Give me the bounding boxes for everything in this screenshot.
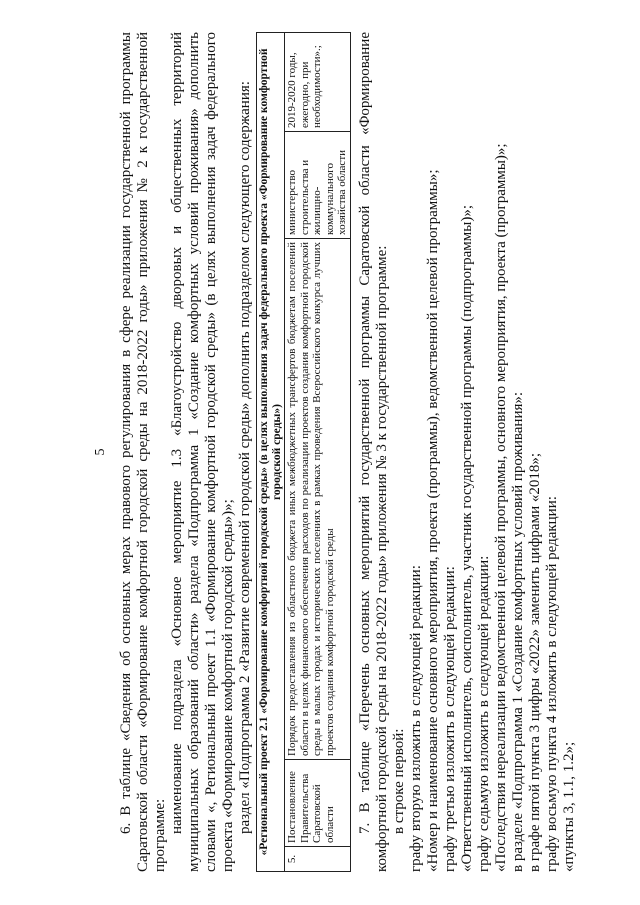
document-type-cell: Постановление Правительства Саратовской области [285,760,351,847]
term-cell: 2019-2020 годы, ежегодно, при необходимости».; [285,33,351,132]
rotated-text-block [90,32,610,872]
item7-line: графу седьмую изложить в следующей редакции: [475,555,492,872]
table-row [285,33,351,872]
row-number-cell: 5. [285,847,351,872]
item6-paragraph-2: раздел «Подпрограмма 2 «Развитие современной городской среды» дополнить подразделом следующего содержания: [237,81,253,834]
executor-cell: министерство строительства и жилищно-коммунального хозяйства области [285,132,351,239]
description-cell: Порядок предоставления из областного бюджета иных межбюджетных трансфертов бюджетам поселений области в целях финансового обеспечения расходов по реализации проектов создания комфортной городской среды в малых городах и исторических поселениях в рамках проведения Всероссийского конкурса лучших проектов создания комфортной городской среды [285,239,351,760]
page-number: 5 [93,448,108,456]
measures-table [256,32,351,872]
item7-line: в графе пятой пункта 3 цифры «2022» заменить цифрами «2018»; [526,452,543,872]
item7-line: «Ответственный исполнитель, соисполнитель, участник государственной программы (подпрограммы)»; [458,205,475,872]
item7-line: «Номер и наименование основного мероприятия, проекта (программы), ведомственной целевой программы»; [424,169,441,872]
item7-line: графу третью изложить в следующей редакции: [441,566,458,872]
item7-intro: 7. В таблице «Перечень основных мероприятий государственной программы Саратовской области «Формирование комфортной городской среды на 2018-2022 годы» приложения № 3 к государственной программе: [356,32,390,872]
item7-line: «Последствия нереализации ведомственной целевой программы, основного мероприятия, проекта (программы)»; [492,143,509,872]
item7-line: графу вторую изложить в следующей редакции: [407,565,424,872]
item7-line: в строке первой: [390,728,407,834]
item6-paragraph-1: наименование подраздела «Основное мероприятие 1.3 «Благоустройство дворовых и общественных территорий муниципальных образований области» раздела «Подпрограмма 1 «Создание комфортных условий проживания» дополнить словами «, Региональный проект 1.1 «Формирование комфортной городской среды» (в целях выполнения задач федерального проекта «Формирование комфортной городской среды»)»; [169,32,236,872]
item7-line: в разделе «Подпрограмма 1 «Создание комфортных условий проживания»: [509,391,526,872]
table-header: «Региональный проект 2.1 «Формирование комфортной городской среды» (в целях выполнения задач федерального проекта «Формирование комфортной городской среды») [257,33,285,872]
item7-line: «пункты 3, 1.1, 1.2»; [560,741,577,872]
item6-intro: 6. В таблице «Сведения об основных мерах правового регулирования в сфере реализации государственной программы Саратовской области «Формирование комфортной городской среды на 2018-2022 годы» приложения № 2 к государственной программе: [118,32,168,872]
item7-line: графу восьмую пункта 4 изложить в следующей редакции: [543,496,560,872]
